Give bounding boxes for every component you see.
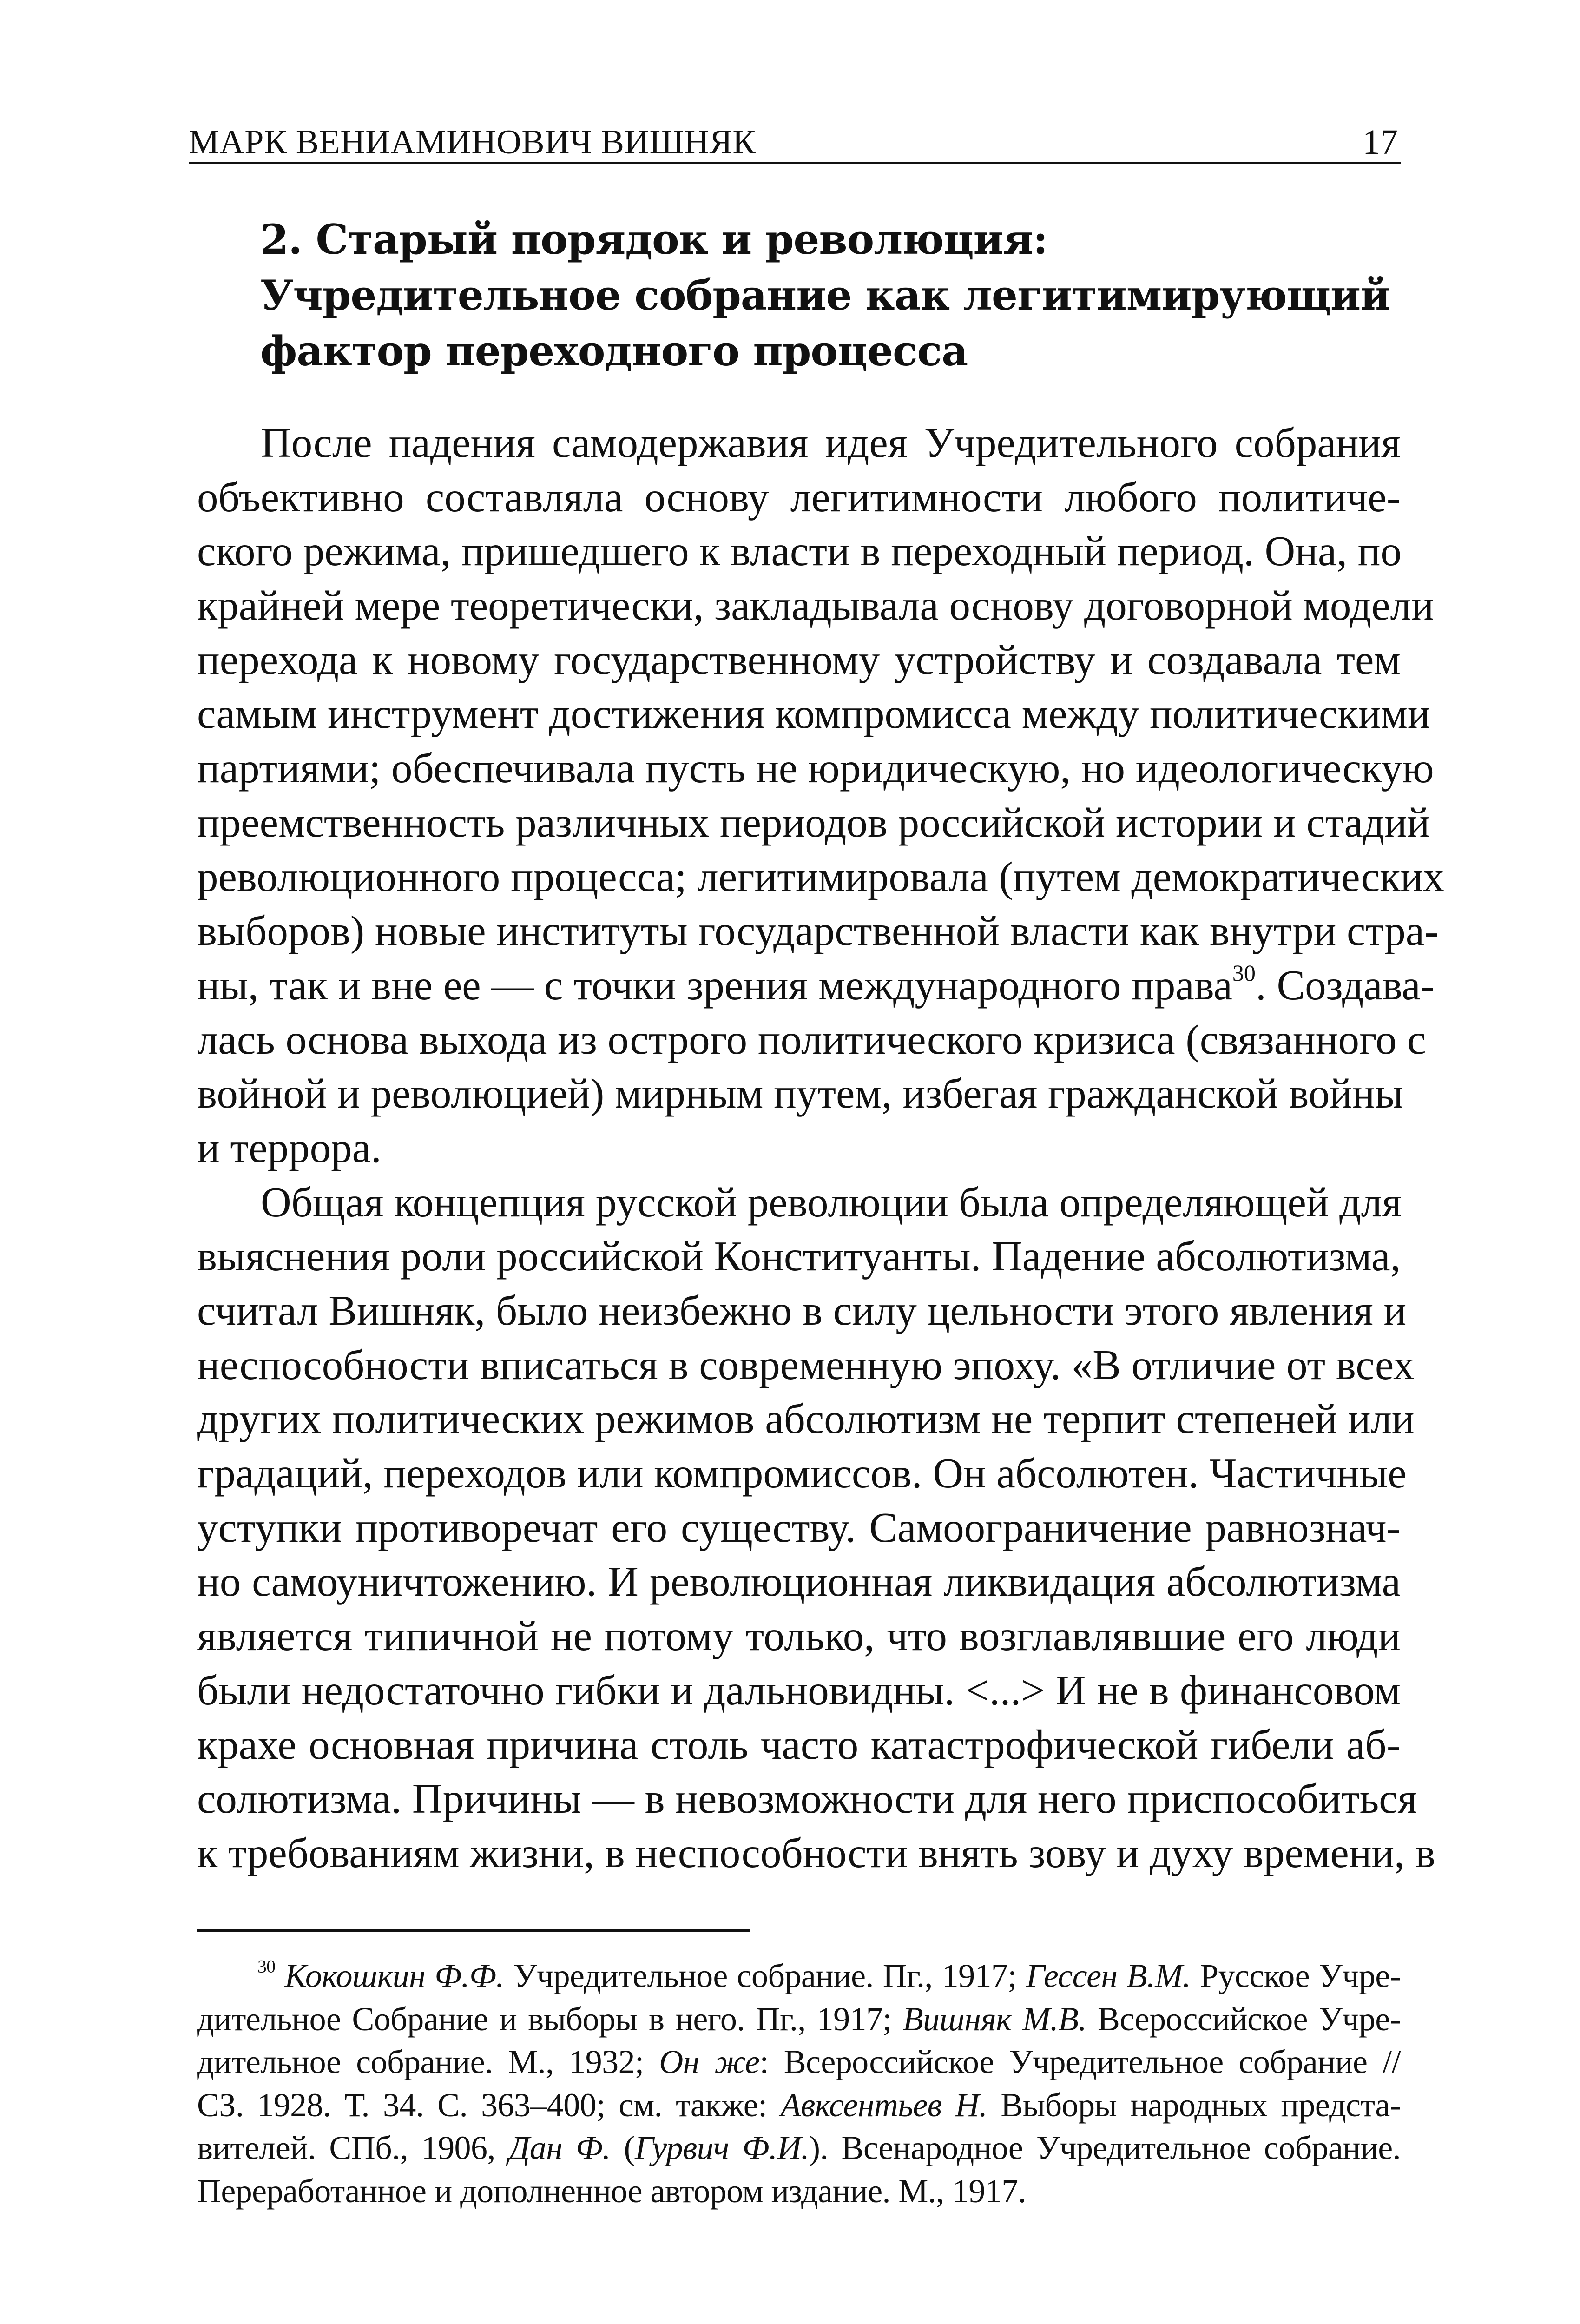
footnote-text: Учредительное собрание. Пг., 1917; [504, 1957, 1026, 1994]
footnote-author: Гессен В.М. [1026, 1957, 1191, 1994]
text-line: уступки противоречат его существу. Самоограничение равнознач- [197, 1504, 1401, 1551]
text-line: и террора. [197, 1124, 382, 1171]
footnote-text: Русское Учре- [1191, 1957, 1401, 1994]
page-number: 17 [1363, 123, 1398, 162]
text-fragment: . Создава- [1255, 961, 1435, 1009]
footnote-text: Переработанное и дополненное автором издание. М., 1917. [197, 2172, 1026, 2210]
footnote-text: вителей. СПб., 1906, [197, 2129, 509, 2166]
footnote-author: Авксентьев Н. [780, 2086, 988, 2124]
footnote-author: Гурвич Ф.И. [634, 2129, 810, 2166]
text-line: перехода к новому государственному устройству и создавала тем [197, 636, 1401, 683]
footnote-line [197, 1954, 1401, 1998]
text-line: крахе основная причина столь часто катастрофической гибели аб- [197, 1721, 1401, 1768]
text-line: выяснения роли российской Конституанты. Падение абсолютизма, [197, 1233, 1401, 1280]
paragraph-1 [197, 416, 1444, 1175]
footnote-text: : Всероссийское Учредительное собрание // [759, 2043, 1401, 2080]
text-line: ского режима, пришедшего к власти в переходный период. Она, по [197, 528, 1402, 575]
footnote-line [197, 2040, 1401, 2084]
footnote-author: Он же [659, 2043, 760, 2080]
footnote-text: ( [610, 2129, 635, 2166]
section-heading [260, 211, 1401, 379]
text-line: революционного процесса; легитимировала (путем демократических [197, 853, 1444, 900]
text-line: объективно составляла основу легитимности любого политиче- [197, 473, 1401, 521]
footnote-line [197, 2084, 1401, 2127]
text-line: но самоуничтожению. И революционная ликвидация абсолютизма [197, 1558, 1401, 1605]
heading-line: 2. Старый порядок и революция: [260, 215, 1048, 264]
footnote-number: 30 [257, 1956, 276, 1977]
footnote-text: дительное собрание. М., 1932; [197, 2043, 659, 2080]
footnote-divider [197, 1929, 750, 1932]
footnote-text: Выборы народных предста- [987, 2086, 1401, 2124]
text-line: считал Вишняк, было неизбежно в силу цельности этого явления и [197, 1287, 1407, 1334]
footnote-ref: 30 [1232, 959, 1256, 986]
text-line: градаций, переходов или компромиссов. Он абсолютен. Частичные [197, 1450, 1407, 1497]
text-line-with-footnote-ref [197, 958, 1435, 1013]
running-header [189, 115, 1401, 164]
text-fragment: ны, так и вне ее — с точки зрения международного права [197, 961, 1232, 1009]
text-line: После падения самодержавия идея Учредительного собрания [261, 419, 1401, 466]
footnote-author: Вишняк М.В. [902, 2000, 1086, 2038]
footnote-line [197, 2170, 1401, 2213]
running-title: МАРК ВЕНИАМИНОВИЧ ВИШНЯК [189, 123, 756, 161]
footnote [197, 1954, 1401, 2212]
text-line: крайней мере теоретически, закладывала основу договорной модели [197, 582, 1434, 629]
text-line: самым инструмент достижения компромисса между политическими [197, 690, 1430, 738]
text-line: солютизма. Причины — в невозможности для него приспособиться [197, 1775, 1417, 1822]
footnote-text: СЗ. 1928. Т. 34. С. 363–400; см. также: [197, 2086, 781, 2124]
text-line: были недостаточно гибки и дальновидны. <...> И не в финансовом [197, 1666, 1401, 1714]
heading-line: фактор переходного процесса [260, 327, 968, 375]
text-line: партиями; обеспечивала пусть не юридическую, но идеологическую [197, 745, 1434, 792]
text-line: к требованиям жизни, в неспособности внять зову и духу времени, в [197, 1829, 1435, 1876]
footnote-text: дительное Собрание и выборы в него. Пг., 1917; [197, 2000, 903, 2038]
footnote-line [197, 2126, 1401, 2170]
text-line: войной и революцией) мирным путем, избегая гражданской войны [197, 1070, 1403, 1117]
body-text [197, 416, 1444, 1881]
paragraph-2 [197, 1175, 1435, 1881]
heading-line: Учредительное собрание как легитимирующий [260, 271, 1390, 319]
footnote-text: ). Всенародное Учредительное собрание. [809, 2129, 1401, 2166]
footnote-text: Всероссийское Учре- [1086, 2000, 1401, 2038]
footnote-line [197, 1998, 1401, 2041]
footnote-author: Дан Ф. [508, 2129, 611, 2166]
footnote-author: Кокошкин Ф.Ф. [284, 1957, 504, 1994]
text-line: преемственность различных периодов российской истории и стадий [197, 799, 1430, 846]
text-line: неспособности вписаться в современную эпоху. «В отличие от всех [197, 1341, 1415, 1388]
text-line: лась основа выхода из острого политического кризиса (связанного с [197, 1016, 1426, 1063]
text-line: других политических режимов абсолютизм не терпит степеней или [197, 1395, 1415, 1443]
text-line: Общая концепция русской революции была определяющей для [261, 1178, 1402, 1226]
text-line: выборов) новые институты государственной власти как внутри стра- [197, 907, 1439, 955]
text-line: является типичной не потому только, что возглавлявшие его люди [197, 1612, 1401, 1660]
